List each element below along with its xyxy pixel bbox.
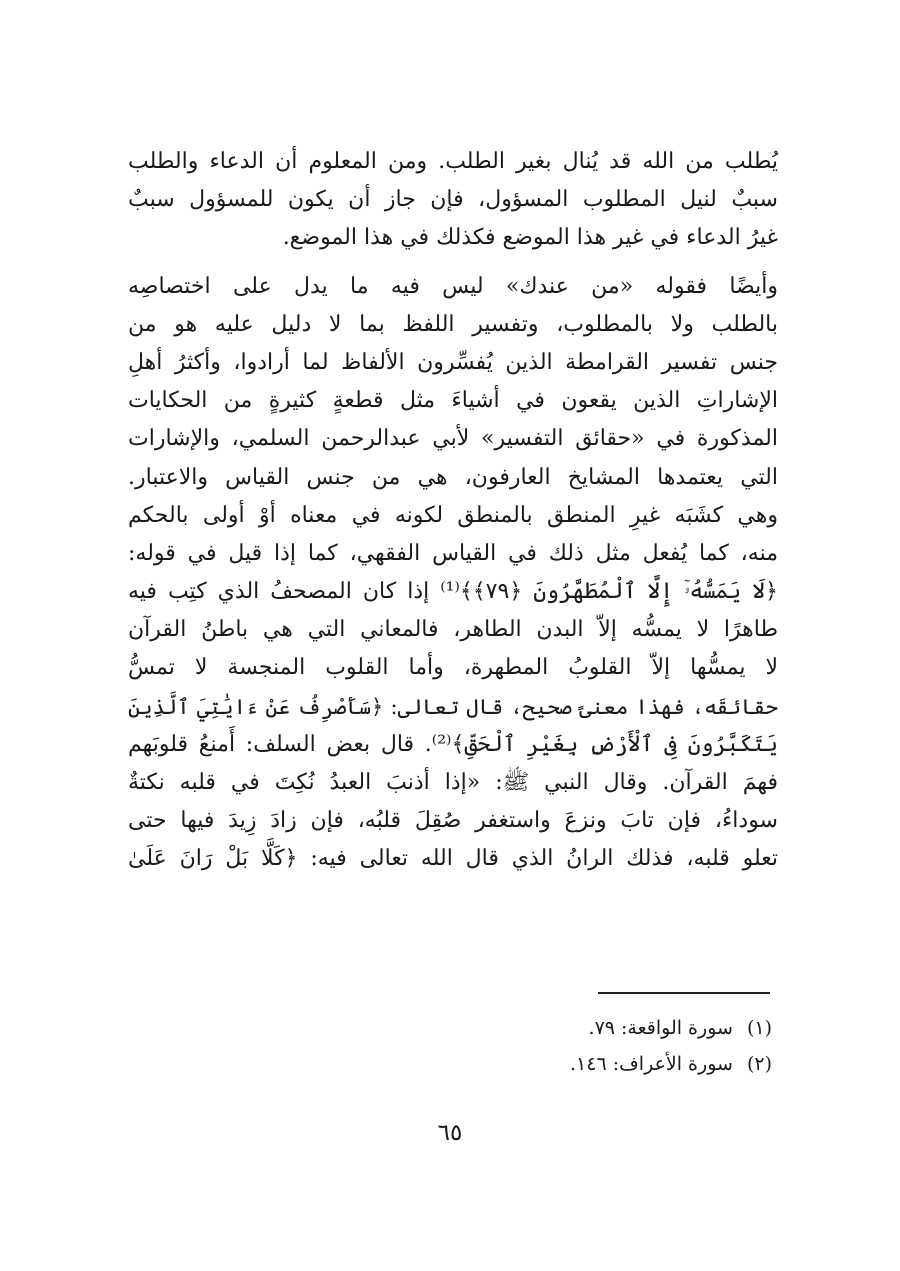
text-line: المذكورة في «حقائق التفسير» لأبي عبدالرحمن السلمي، والإشارات — [128, 426, 778, 452]
page-number: ٦٥ — [437, 1120, 463, 1146]
text-line: فهمَ القرآن. وقال النبي ﷺ: «إذا أذنبَ العبدُ نُكِتَ في قلبه نكتةٌ — [128, 770, 778, 795]
footnotes — [372, 1010, 772, 1082]
main-text — [128, 143, 778, 879]
text-line: لا يمسُّها إلاّ القلوبُ المطهرة، وأما القلوب المنجسة لا تمسُّ — [128, 655, 778, 681]
text-line: سببٌ لنيل المطلوب المسؤول، فإن جاز أن يكون للمسؤول سببٌ — [128, 187, 778, 213]
footnote-text: سورة الأعراف: ١٤٦. — [570, 1053, 733, 1075]
text-line: منه، كما يُفعل مثل ذلك في القياس الفقهي، كما إذا قيل في قوله: — [128, 540, 778, 566]
quran-verse-line: تعلو قلبه، فذلك الرانُ الذي قال الله تعالى فيه: ﴿كَلَّا بَلْ رَانَ عَلَىٰ — [128, 846, 778, 872]
text-line: التي يعتمدها المشايخ العارفون، هي من جنس القياس والاعتبار. — [128, 464, 778, 490]
footnote-separator — [598, 992, 770, 994]
text-line: غيرُ الدعاء في غير هذا الموضع فكذلك في هذا الموضع. — [282, 225, 778, 251]
footnote-number: (٢) — [746, 1053, 772, 1075]
text-line: وأيضًا فقوله «من عندك» ليس فيه ما يدل على اختصاصِه — [128, 273, 778, 299]
quran-verse-line: ﴿لَا يَمَسُّهُۥٓ إِلَّا ٱلْمُطَهَّرُونَ ﴿٧٩﴾﴾⁽¹⁾ إذا كان المصحفُ الذي كتِب فيه — [128, 579, 778, 605]
text-line: طاهرًا لا يمسُّه إلاّ البدن الطاهر، فالمعاني التي هي باطنُ القرآن — [128, 617, 778, 643]
footnote — [372, 1010, 772, 1046]
footnote-number: (١) — [746, 1017, 772, 1039]
quran-verse-line: حقائقَه، فهذا معنىً صحيح، قال تعالى: ﴿سَأَصْرِفُ عَنْ ءَايَٰتِيَ ٱلَّذِينَ — [128, 694, 778, 719]
text-line: جنس تفسير القرامطة الذين يُفسِّرون الألفاظ لما أرادوا، وأكثرُ أهلِ — [128, 349, 778, 375]
paragraph-gap — [128, 258, 778, 268]
text-line: بالطلب ولا بالمطلوب، وتفسير اللفظ بما لا دليل عليه هو من — [128, 311, 778, 337]
footnote-text: سورة الواقعة: ٧٩. — [588, 1017, 733, 1039]
quran-verse-line: يَتَكَبَّرُونَ فِى ٱلْأَرْضِ بِغَيْرِ ٱلْحَقِّ﴾⁽²⁾. قال بعض السلف: أَمنعُ قلوبَهم — [128, 731, 778, 757]
text-line: يُطلب من الله قد يُنال بغير الطلب. ومن المعلوم أن الدعاء والطلب — [128, 149, 778, 174]
footnote — [372, 1046, 772, 1082]
text-line: الإشاراتِ الذين يقعون في أشياءَ مثل قطعةٍ كثيرةٍ من الحكايات — [128, 388, 778, 414]
text-line: وهي كشَبَه غيرِ المنطق بالمنطق لكونه في معناه أوْ أولى بالحكم — [128, 502, 778, 528]
text-line: سوداءُ، فإن تابَ ونزعَ واستغفر صُقِلَ قلبُه، فإن زادَ زِيدَ فيها حتى — [128, 808, 778, 834]
